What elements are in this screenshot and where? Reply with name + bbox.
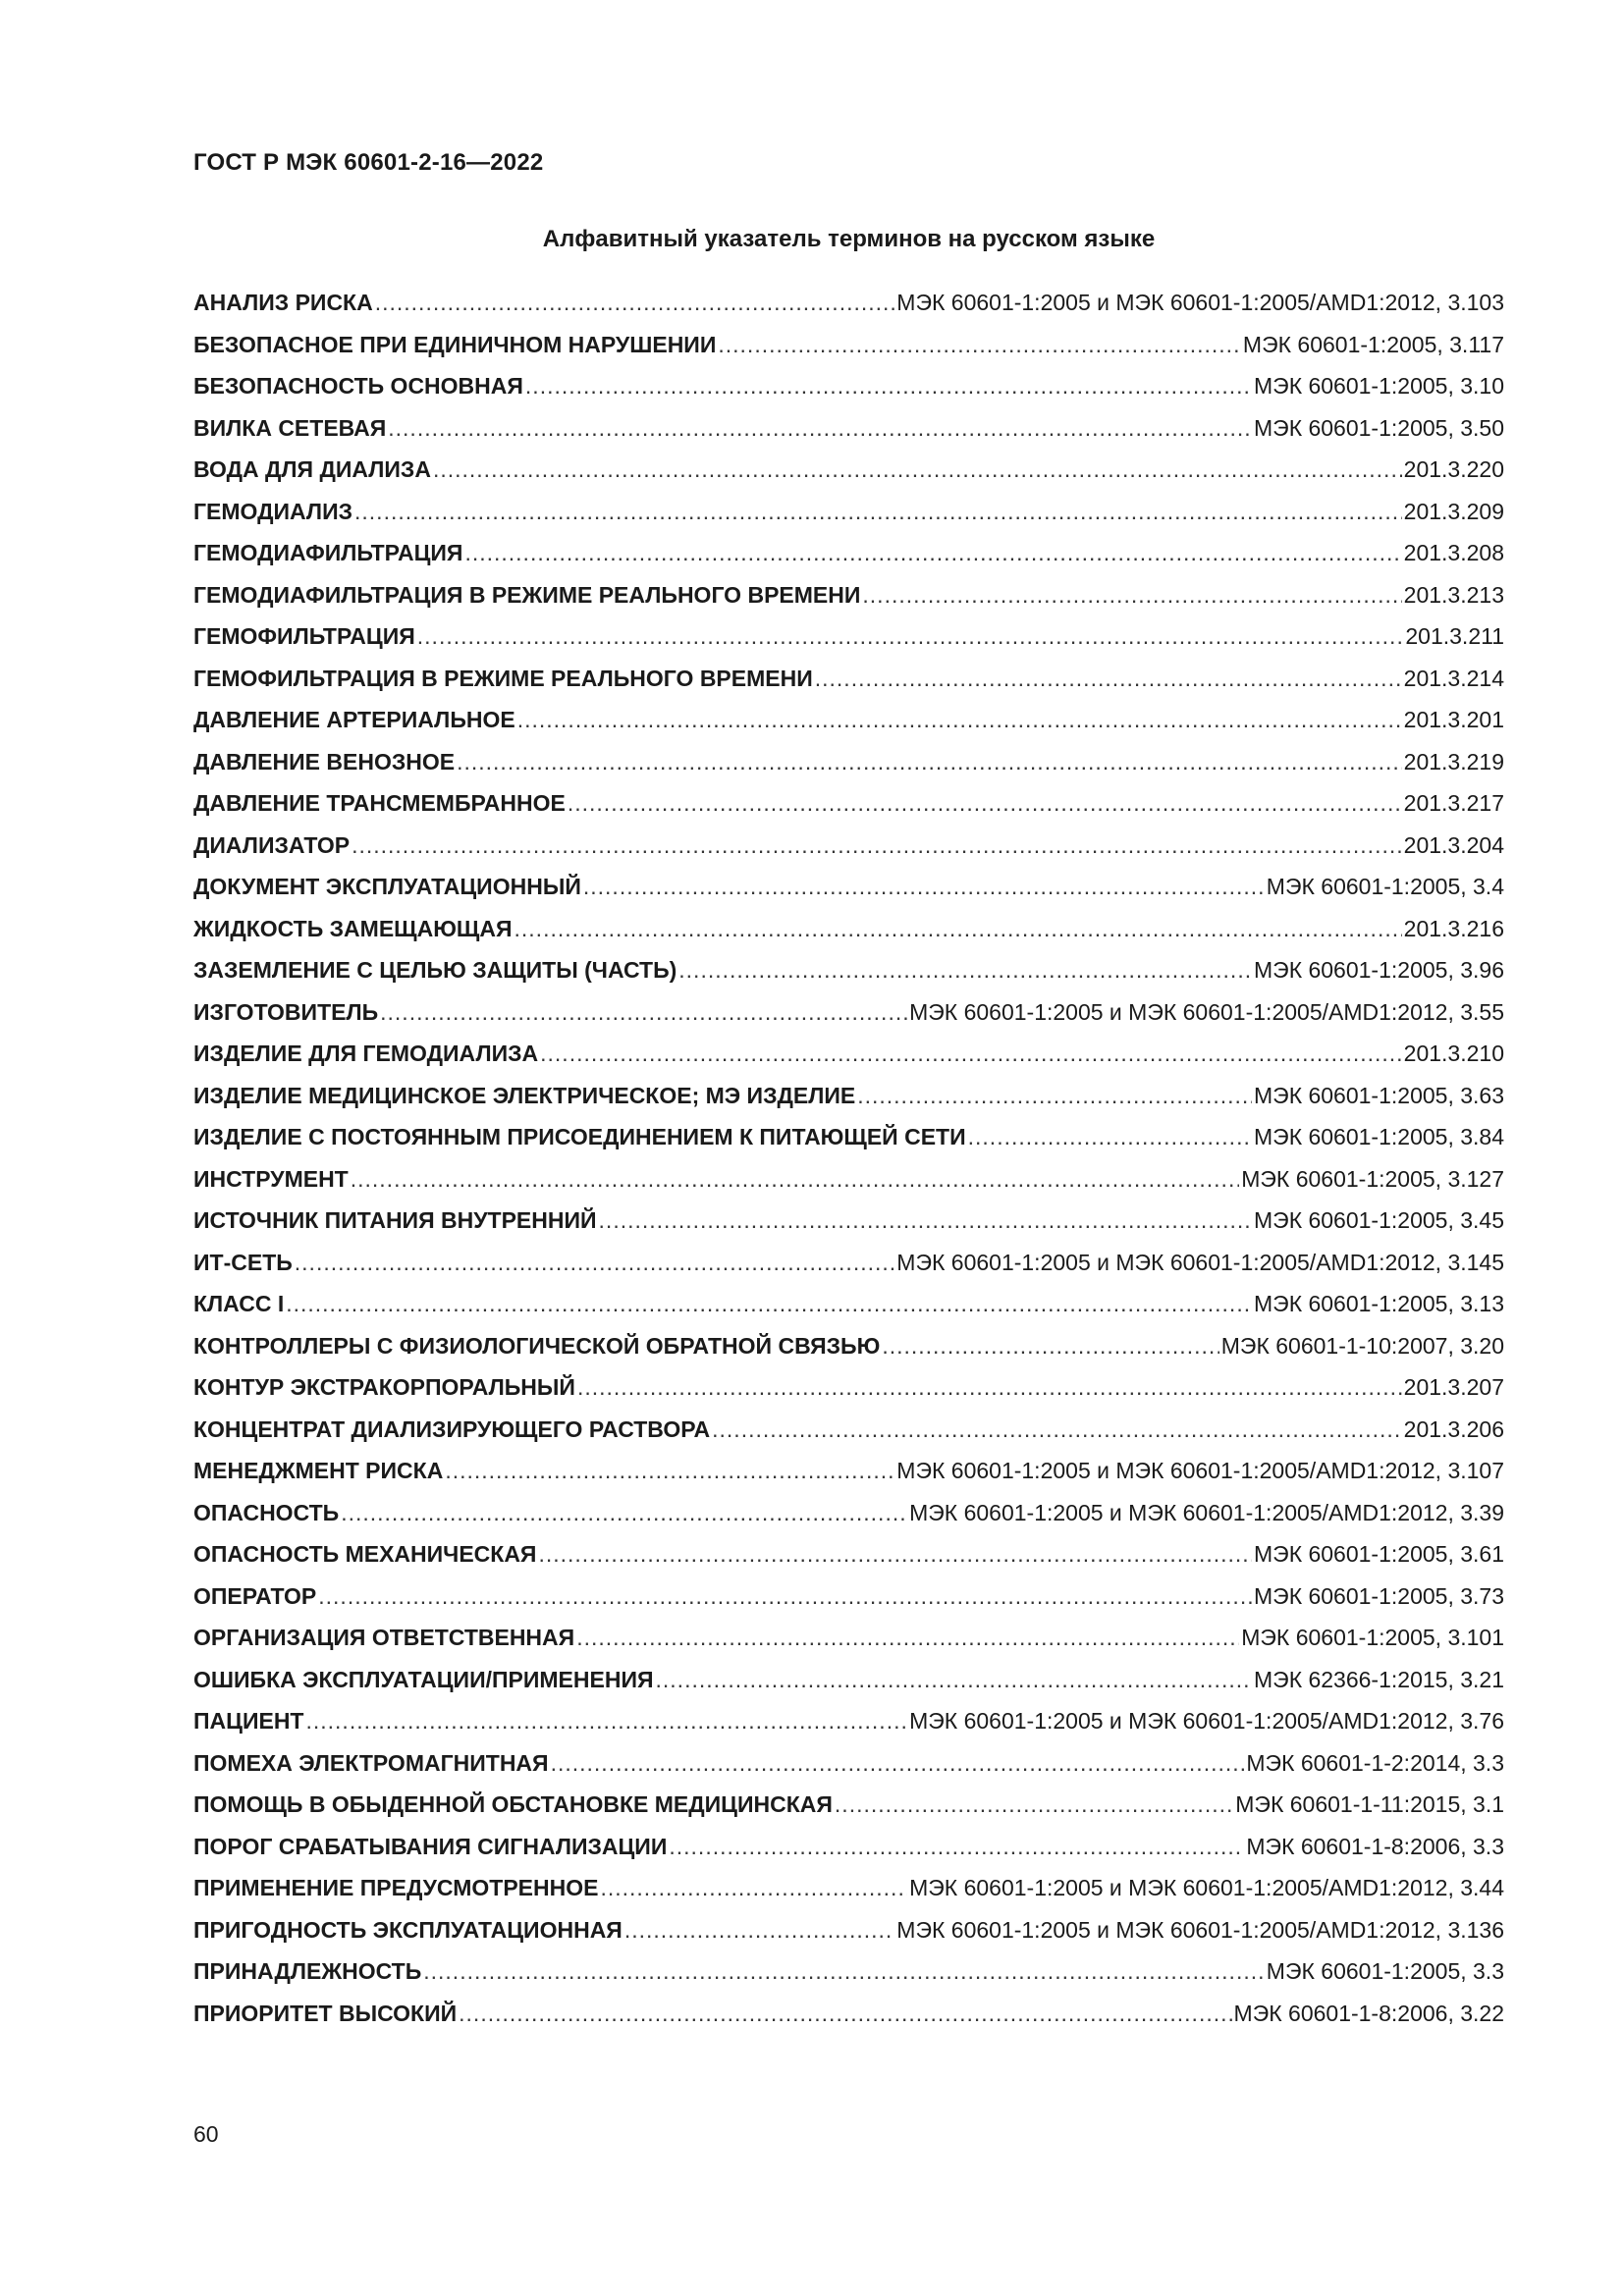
index-term: ПРИМЕНЕНИЕ ПРЕДУСМОТРЕННОЕ xyxy=(193,1875,599,1900)
index-entry xyxy=(193,915,1504,957)
dot-leader xyxy=(815,665,1402,692)
index-reference: МЭК 60601-1:2005, 3.10 xyxy=(1254,373,1504,399)
dot-leader xyxy=(388,414,1252,442)
index-entry xyxy=(193,1040,1504,1082)
dot-leader xyxy=(599,1206,1252,1234)
index-reference: МЭК 60601-1:2005, 3.3 xyxy=(1266,1958,1504,1984)
index-entry xyxy=(193,1249,1504,1291)
index-reference: 201.3.219 xyxy=(1403,748,1504,774)
index-entry xyxy=(193,1165,1504,1207)
index-term: КЛАСС I xyxy=(193,1291,285,1316)
index-reference: 201.3.214 xyxy=(1403,665,1504,691)
index-term: КОНТУР ЭКСТРАКОРПОРАЛЬНЫЙ xyxy=(193,1374,575,1400)
index-term: ДИАЛИЗАТОР xyxy=(193,831,351,858)
index-term: АНАЛИЗ РИСКА xyxy=(193,290,373,315)
index-term: ИЗДЕЛИЕ МЕДИЦИНСКОЕ ЭЛЕКТРИЧЕСКОЕ; МЭ ИЗДЕЛИЕ xyxy=(193,1082,856,1108)
index-term: ЗАЗЕМЛЕНИЕ С ЦЕЛЬЮ ЗАЩИТЫ (ЧАСТЬ) xyxy=(193,957,677,983)
index-reference: МЭК 60601-1:2005, 3.63 xyxy=(1254,1082,1504,1108)
index-reference: МЭК 60601-1:2005, 3.4 xyxy=(1266,874,1504,899)
index-term: ОПАСНОСТЬ МЕХАНИЧЕСКАЯ xyxy=(193,1541,537,1567)
index-term: ИНСТРУМЕНТ xyxy=(193,1165,349,1192)
index-reference: МЭК 62366-1:2015, 3.21 xyxy=(1254,1666,1504,1692)
dot-leader xyxy=(577,1373,1402,1401)
index-term: ГЕМОДИАЛИЗ xyxy=(193,498,353,524)
index-term: ИСТОЧНИК ПИТАНИЯ ВНУТРЕННИЙ xyxy=(193,1207,597,1233)
index-reference: МЭК 60601-1-8:2006, 3.22 xyxy=(1233,2000,1504,2026)
index-entry xyxy=(193,1082,1504,1124)
index-term: ОШИБКА ЭКСПЛУАТАЦИИ/ПРИМЕНЕНИЯ xyxy=(193,1666,654,1692)
dot-leader xyxy=(305,1707,907,1735)
index-entry xyxy=(193,1666,1504,1708)
index-entry xyxy=(193,1790,1504,1833)
index-entry xyxy=(193,331,1504,373)
index-term: ВОДА ДЛЯ ДИАЛИЗА xyxy=(193,456,431,482)
index-reference: 201.3.211 xyxy=(1405,623,1504,649)
index-entry xyxy=(193,1415,1504,1458)
dot-leader xyxy=(457,748,1402,775)
index-entry xyxy=(193,1749,1504,1791)
index-entry xyxy=(193,873,1504,915)
index-entry xyxy=(193,748,1504,790)
dot-leader xyxy=(351,1165,1239,1193)
index-reference: МЭК 60601-1:2005 и МЭК 60601-1:2005/AMD1:2012, 3.44 xyxy=(909,1875,1504,1900)
index-term: ГЕМОДИАФИЛЬТРАЦИЯ В РЕЖИМЕ РЕАЛЬНОГО ВРЕМЕНИ xyxy=(193,581,861,608)
dot-leader xyxy=(835,1790,1233,1818)
index-reference: МЭК 60601-1:2005, 3.96 xyxy=(1254,957,1504,983)
dot-leader xyxy=(459,2000,1231,2027)
dot-leader xyxy=(423,1957,1265,1985)
index-term: ДОКУМЕНТ ЭКСПЛУАТАЦИОННЫЙ xyxy=(193,874,581,899)
dot-leader xyxy=(583,873,1265,900)
index-reference: МЭК 60601-1:2005, 3.50 xyxy=(1254,414,1504,441)
index-reference: МЭК 60601-1:2005 и МЭК 60601-1:2005/AMD1:2012, 3.136 xyxy=(896,1916,1504,1943)
dot-leader xyxy=(882,1332,1218,1360)
index-term: ПАЦИЕНТ xyxy=(193,1708,304,1734)
index-reference: МЭК 60601-1:2005 и МЭК 60601-1:2005/AMD1:2012, 3.103 xyxy=(896,290,1504,315)
index-entry xyxy=(193,998,1504,1041)
index-entry xyxy=(193,1916,1504,1958)
index-term: ДАВЛЕНИЕ ВЕНОЗНОЕ xyxy=(193,748,456,774)
index-term: ПРИГОДНОСТЬ ЭКСПЛУАТАЦИОННАЯ xyxy=(193,1916,623,1943)
dot-leader xyxy=(295,1249,895,1276)
index-term: КОНЦЕНТРАТ ДИАЛИЗИРУЮЩЕГО РАСТВОРА xyxy=(193,1415,711,1442)
index-entry xyxy=(193,1874,1504,1916)
dot-leader xyxy=(538,1540,1252,1568)
dot-leader xyxy=(968,1123,1252,1150)
index-term: БЕЗОПАСНОСТЬ ОСНОВНАЯ xyxy=(193,373,523,399)
index-reference: 201.3.206 xyxy=(1403,1415,1504,1442)
dot-leader xyxy=(568,789,1402,817)
standard-header: ГОСТ Р МЭК 60601-2-16—2022 xyxy=(193,149,544,176)
index-reference: МЭК 60601-1:2005, 3.117 xyxy=(1242,331,1504,357)
index-term: ИЗДЕЛИЕ ДЛЯ ГЕМОДИАЛИЗА xyxy=(193,1041,539,1066)
index-entry xyxy=(193,1707,1504,1749)
index-reference: 201.3.207 xyxy=(1403,1374,1504,1400)
index-entry xyxy=(193,498,1504,540)
dot-leader xyxy=(433,455,1402,483)
index-entry xyxy=(193,622,1504,665)
index-reference: 201.3.204 xyxy=(1403,831,1504,858)
index-reference: 201.3.220 xyxy=(1403,456,1504,482)
index-title: Алфавитный указатель терминов на русском языке xyxy=(542,226,1156,252)
index-entry xyxy=(193,831,1504,874)
index-term: ПРИОРИТЕТ ВЫСОКИЙ xyxy=(193,2000,458,2026)
index-entry xyxy=(193,956,1504,998)
index-term: ИЗДЕЛИЕ С ПОСТОЯННЫМ ПРИСОЕДИНЕНИЕМ К ПИТАЮЩЕЙ СЕТИ xyxy=(193,1124,966,1149)
index-reference: МЭК 60601-1-10:2007, 3.20 xyxy=(1220,1332,1504,1359)
dot-leader xyxy=(600,1874,907,1901)
index-term: ПОМОЩЬ В ОБЫДЕННОЙ ОБСТАНОВКЕ МЕДИЦИНСКАЯ xyxy=(193,1791,833,1817)
index-reference: МЭК 60601-1:2005, 3.45 xyxy=(1254,1207,1504,1233)
index-term: БЕЗОПАСНОЕ ПРИ ЕДИНИЧНОМ НАРУШЕНИИ xyxy=(193,331,717,357)
index-reference: МЭК 60601-1:2005 и МЭК 60601-1:2005/AMD1:2012, 3.55 xyxy=(909,998,1504,1025)
index-reference: 201.3.213 xyxy=(1403,581,1504,608)
index-reference: МЭК 60601-1:2005 и МЭК 60601-1:2005/AMD1:2012, 3.107 xyxy=(896,1458,1504,1483)
index-entry xyxy=(193,1457,1504,1499)
index-term: ОПАСНОСТЬ xyxy=(193,1499,340,1525)
index-term: ИТ-СЕТЬ xyxy=(193,1249,293,1275)
dot-leader xyxy=(669,1833,1244,1860)
dot-leader xyxy=(341,1499,907,1526)
dot-leader xyxy=(678,956,1252,984)
index-entry xyxy=(193,789,1504,831)
index-term: ЖИДКОСТЬ ЗАМЕЩАЮЩАЯ xyxy=(193,915,513,941)
index-entry xyxy=(193,1123,1504,1165)
dot-leader xyxy=(540,1040,1402,1067)
index-term: ПРИНАДЛЕЖНОСТЬ xyxy=(193,1958,422,1984)
dot-leader xyxy=(862,581,1401,609)
index-entry-list xyxy=(193,289,1504,2041)
index-term: ГЕМОФИЛЬТРАЦИЯ xyxy=(193,623,415,649)
index-entry xyxy=(193,539,1504,581)
index-entry xyxy=(193,455,1504,498)
dot-leader xyxy=(624,1916,894,1944)
dot-leader xyxy=(380,998,907,1026)
index-entry xyxy=(193,1206,1504,1249)
index-reference: МЭК 60601-1:2005, 3.127 xyxy=(1241,1165,1504,1192)
index-entry xyxy=(193,414,1504,456)
index-entry xyxy=(193,2000,1504,2042)
index-reference: МЭК 60601-1:2005 и МЭК 60601-1:2005/AMD1:2012, 3.39 xyxy=(909,1499,1504,1525)
index-term: КОНТРОЛЛЕРЫ С ФИЗИОЛОГИЧЕСКОЙ ОБРАТНОЙ СВЯЗЬЮ xyxy=(193,1332,881,1359)
index-term: ОПЕРАТОР xyxy=(193,1582,317,1609)
index-reference: 201.3.209 xyxy=(1403,498,1504,524)
dot-leader xyxy=(656,1666,1252,1693)
index-entry xyxy=(193,1540,1504,1582)
index-entry xyxy=(193,1290,1504,1332)
dot-leader xyxy=(318,1582,1252,1610)
index-term: ИЗГОТОВИТЕЛЬ xyxy=(193,998,379,1025)
dot-leader xyxy=(464,539,1401,566)
index-term: ОРГАНИЗАЦИЯ ОТВЕТСТВЕННАЯ xyxy=(193,1625,575,1650)
index-entry xyxy=(193,1624,1504,1666)
dot-leader xyxy=(375,289,895,316)
index-term: ПОМЕХА ЭЛЕКТРОМАГНИТНАЯ xyxy=(193,1749,549,1776)
index-entry xyxy=(193,1332,1504,1374)
page-number: 60 xyxy=(193,2121,219,2147)
index-entry xyxy=(193,706,1504,748)
index-entry xyxy=(193,1499,1504,1541)
index-reference: МЭК 60601-1:2005, 3.73 xyxy=(1254,1582,1504,1609)
dot-leader xyxy=(576,1624,1239,1651)
dot-leader xyxy=(417,622,1404,650)
index-entry xyxy=(193,1833,1504,1875)
index-reference: МЭК 60601-1:2005, 3.61 xyxy=(1254,1541,1504,1567)
index-entry xyxy=(193,581,1504,623)
index-reference: 201.3.217 xyxy=(1403,790,1504,816)
index-entry xyxy=(193,665,1504,707)
index-reference: 201.3.201 xyxy=(1403,707,1504,732)
dot-leader xyxy=(525,372,1252,400)
index-term: ВИЛКА СЕТЕВАЯ xyxy=(193,414,387,441)
index-reference: МЭК 60601-1-11:2015, 3.1 xyxy=(1235,1791,1504,1817)
index-entry xyxy=(193,372,1504,414)
index-entry xyxy=(193,1582,1504,1625)
index-reference: 201.3.216 xyxy=(1403,915,1504,941)
index-entry xyxy=(193,289,1504,331)
index-reference: 201.3.210 xyxy=(1403,1041,1504,1066)
dot-leader xyxy=(517,706,1402,733)
index-entry xyxy=(193,1957,1504,2000)
index-term: ГЕМОДИАФИЛЬТРАЦИЯ xyxy=(193,540,463,565)
index-entry xyxy=(193,1373,1504,1415)
index-term: МЕНЕДЖМЕНТ РИСКА xyxy=(193,1458,444,1483)
index-reference: МЭК 60601-1:2005 и МЭК 60601-1:2005/AMD1:2012, 3.76 xyxy=(909,1708,1504,1734)
dot-leader xyxy=(551,1749,1245,1777)
dot-leader xyxy=(286,1290,1252,1317)
dot-leader xyxy=(354,498,1402,525)
index-reference: МЭК 60601-1:2005, 3.84 xyxy=(1254,1124,1504,1149)
index-reference: МЭК 60601-1:2005, 3.101 xyxy=(1241,1625,1504,1650)
index-term: ДАВЛЕНИЕ АРТЕРИАЛЬНОЕ xyxy=(193,707,515,732)
dot-leader xyxy=(445,1457,894,1484)
index-reference: МЭК 60601-1:2005 и МЭК 60601-1:2005/AMD1:2012, 3.145 xyxy=(896,1249,1504,1275)
dot-leader xyxy=(514,915,1402,942)
index-term: ГЕМОФИЛЬТРАЦИЯ В РЕЖИМЕ РЕАЛЬНОГО ВРЕМЕНИ xyxy=(193,665,813,691)
dot-leader xyxy=(857,1082,1252,1109)
dot-leader xyxy=(718,331,1241,358)
index-reference: МЭК 60601-1-8:2006, 3.3 xyxy=(1246,1833,1504,1859)
index-reference: МЭК 60601-1-2:2014, 3.3 xyxy=(1246,1749,1504,1776)
dot-leader xyxy=(352,831,1402,859)
index-reference: 201.3.208 xyxy=(1403,540,1504,565)
dot-leader xyxy=(712,1415,1402,1443)
index-term: ДАВЛЕНИЕ ТРАНСМЕМБРАННОЕ xyxy=(193,790,566,816)
index-reference: МЭК 60601-1:2005, 3.13 xyxy=(1254,1291,1504,1316)
index-term: ПОРОГ СРАБАТЫВАНИЯ СИГНАЛИЗАЦИИ xyxy=(193,1833,668,1859)
